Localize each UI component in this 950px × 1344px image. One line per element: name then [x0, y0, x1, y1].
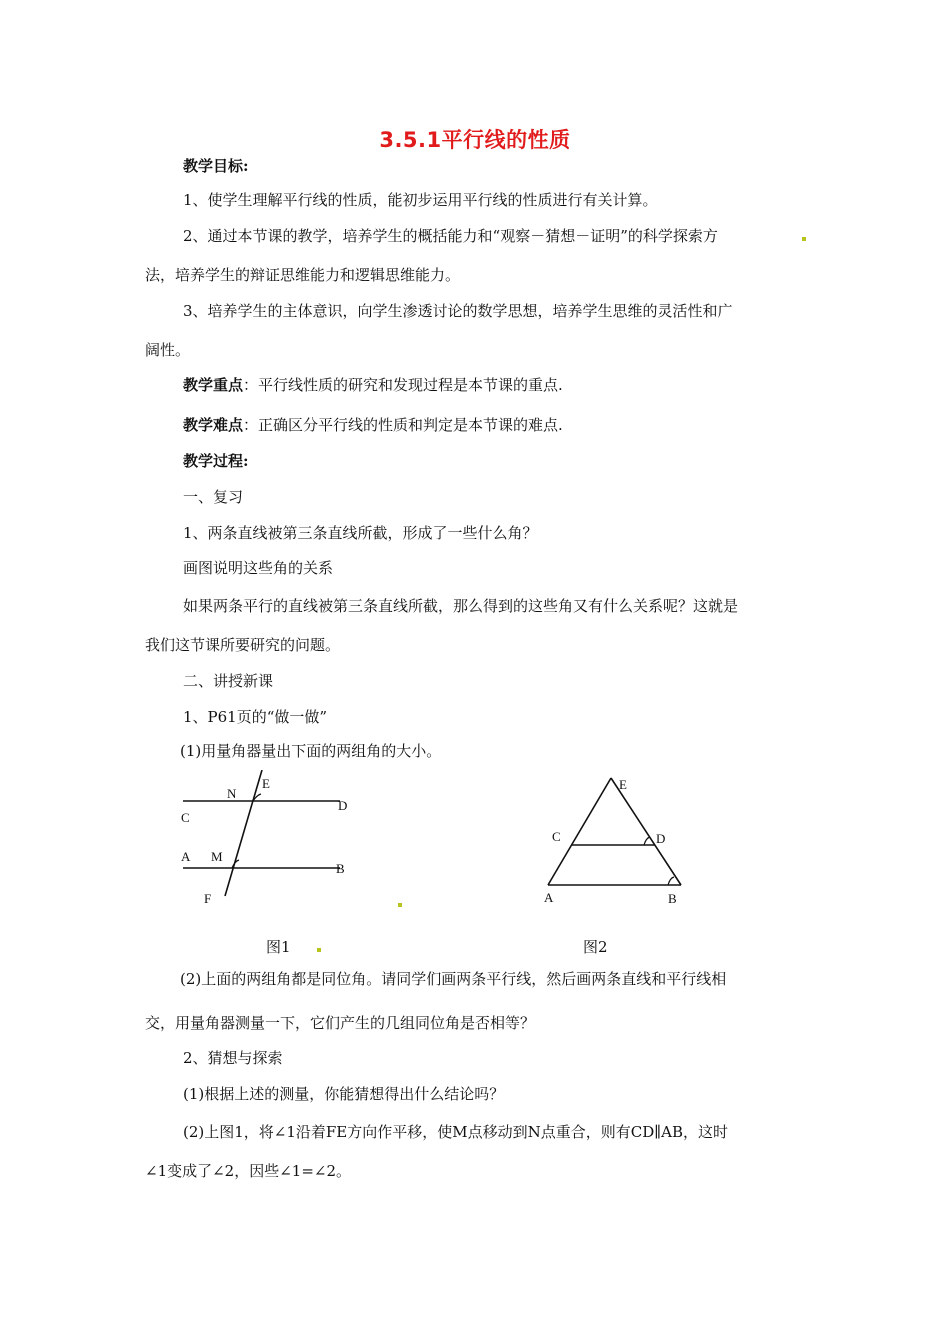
key-point-text: ：平行线性质的研究和发现过程是本节课的重点.: [243, 376, 563, 394]
label-a: A: [181, 849, 191, 864]
new-lesson-item1: 1、P61页的“做一做”: [183, 708, 328, 726]
new-lesson-step2-line2: 交，用量角器测量一下，它们产生的几组同位角是否相等？: [145, 1014, 536, 1032]
speck: [398, 903, 402, 907]
figure-2-caption: 图2: [583, 938, 608, 956]
review-q1: 1、两条直线被第三条直线所截，形成了一些什么角？: [183, 524, 538, 542]
angle-d-arc: [644, 837, 650, 845]
review-q2: 画图说明这些角的关系: [183, 559, 334, 577]
objective-1: 1、使学生理解平行线的性质，能初步运用平行线的性质进行有关计算。: [183, 191, 658, 209]
objective-2-line2: 法，培养学生的辩证思维能力和逻辑思维能力。: [145, 266, 461, 284]
label-e: E: [619, 777, 627, 792]
process-heading: 教学过程:: [183, 452, 249, 470]
new-lesson-item2: 2、猜想与探索: [183, 1049, 283, 1067]
guess-2-line1: (2)上图1，将∠1沿着FE方向作平移，使M点移动到N点重合，则有CD∥AB，这时: [183, 1123, 729, 1141]
guess-2-line2: ∠1变成了∠2，因些∠1=∠2。: [145, 1162, 352, 1180]
figure-2: [535, 770, 695, 910]
label-n: N: [227, 786, 237, 801]
review-q3-line1: 如果两条平行的直线被第三条直线所截，那么得到的这些角又有什么关系呢？这就是: [183, 597, 739, 615]
label-f: F: [204, 891, 212, 906]
figure-1: [170, 770, 370, 910]
key-point-label: 教学重点: [183, 376, 244, 394]
angle-b-arc: [668, 877, 674, 885]
label-d: D: [338, 798, 348, 813]
new-lesson-step2-line1: (2)上面的两组角都是同位角。请同学们画两条平行线，然后画两条直线和平行线相: [180, 970, 727, 988]
label-m: M: [211, 849, 223, 864]
speck: [802, 237, 806, 241]
label-b: B: [668, 891, 677, 906]
key-point: [183, 375, 563, 395]
label-c: C: [181, 810, 190, 825]
review-heading: 一、复习: [183, 488, 244, 506]
difficulty-label: 教学难点: [183, 416, 244, 434]
difficulty: [183, 415, 563, 435]
figure-1-caption: 图1: [266, 938, 291, 956]
label-e: E: [262, 776, 270, 791]
label-d: D: [656, 831, 666, 846]
objectives-heading: 教学目标:: [183, 157, 249, 175]
label-a: A: [544, 890, 554, 905]
difficulty-text: ：正确区分平行线的性质和判定是本节课的难点.: [243, 416, 563, 434]
new-lesson-heading: 二、讲授新课: [183, 672, 274, 690]
label-c: C: [552, 829, 561, 844]
objective-3-line2: 阔性。: [145, 341, 191, 359]
objective-2-line1: 2、通过本节课的教学，培养学生的概括能力和“观察－猜想－证明”的科学探索方: [183, 227, 718, 245]
review-q3-line2: 我们这节课所要研究的问题。: [145, 636, 341, 654]
new-lesson-step1: (1)用量角器量出下面的两组角的大小。: [180, 742, 442, 760]
objective-3-line1: 3、培养学生的主体意识，向学生渗透讨论的数学思想，培养学生思维的灵活性和广: [183, 302, 733, 320]
guess-1: (1)根据上述的测量，你能猜想得出什么结论吗？: [183, 1085, 505, 1103]
speck: [317, 948, 321, 952]
label-b: B: [336, 861, 345, 876]
side-eb: [611, 778, 681, 885]
page-title: 3.5.1平行线的性质: [379, 128, 571, 152]
